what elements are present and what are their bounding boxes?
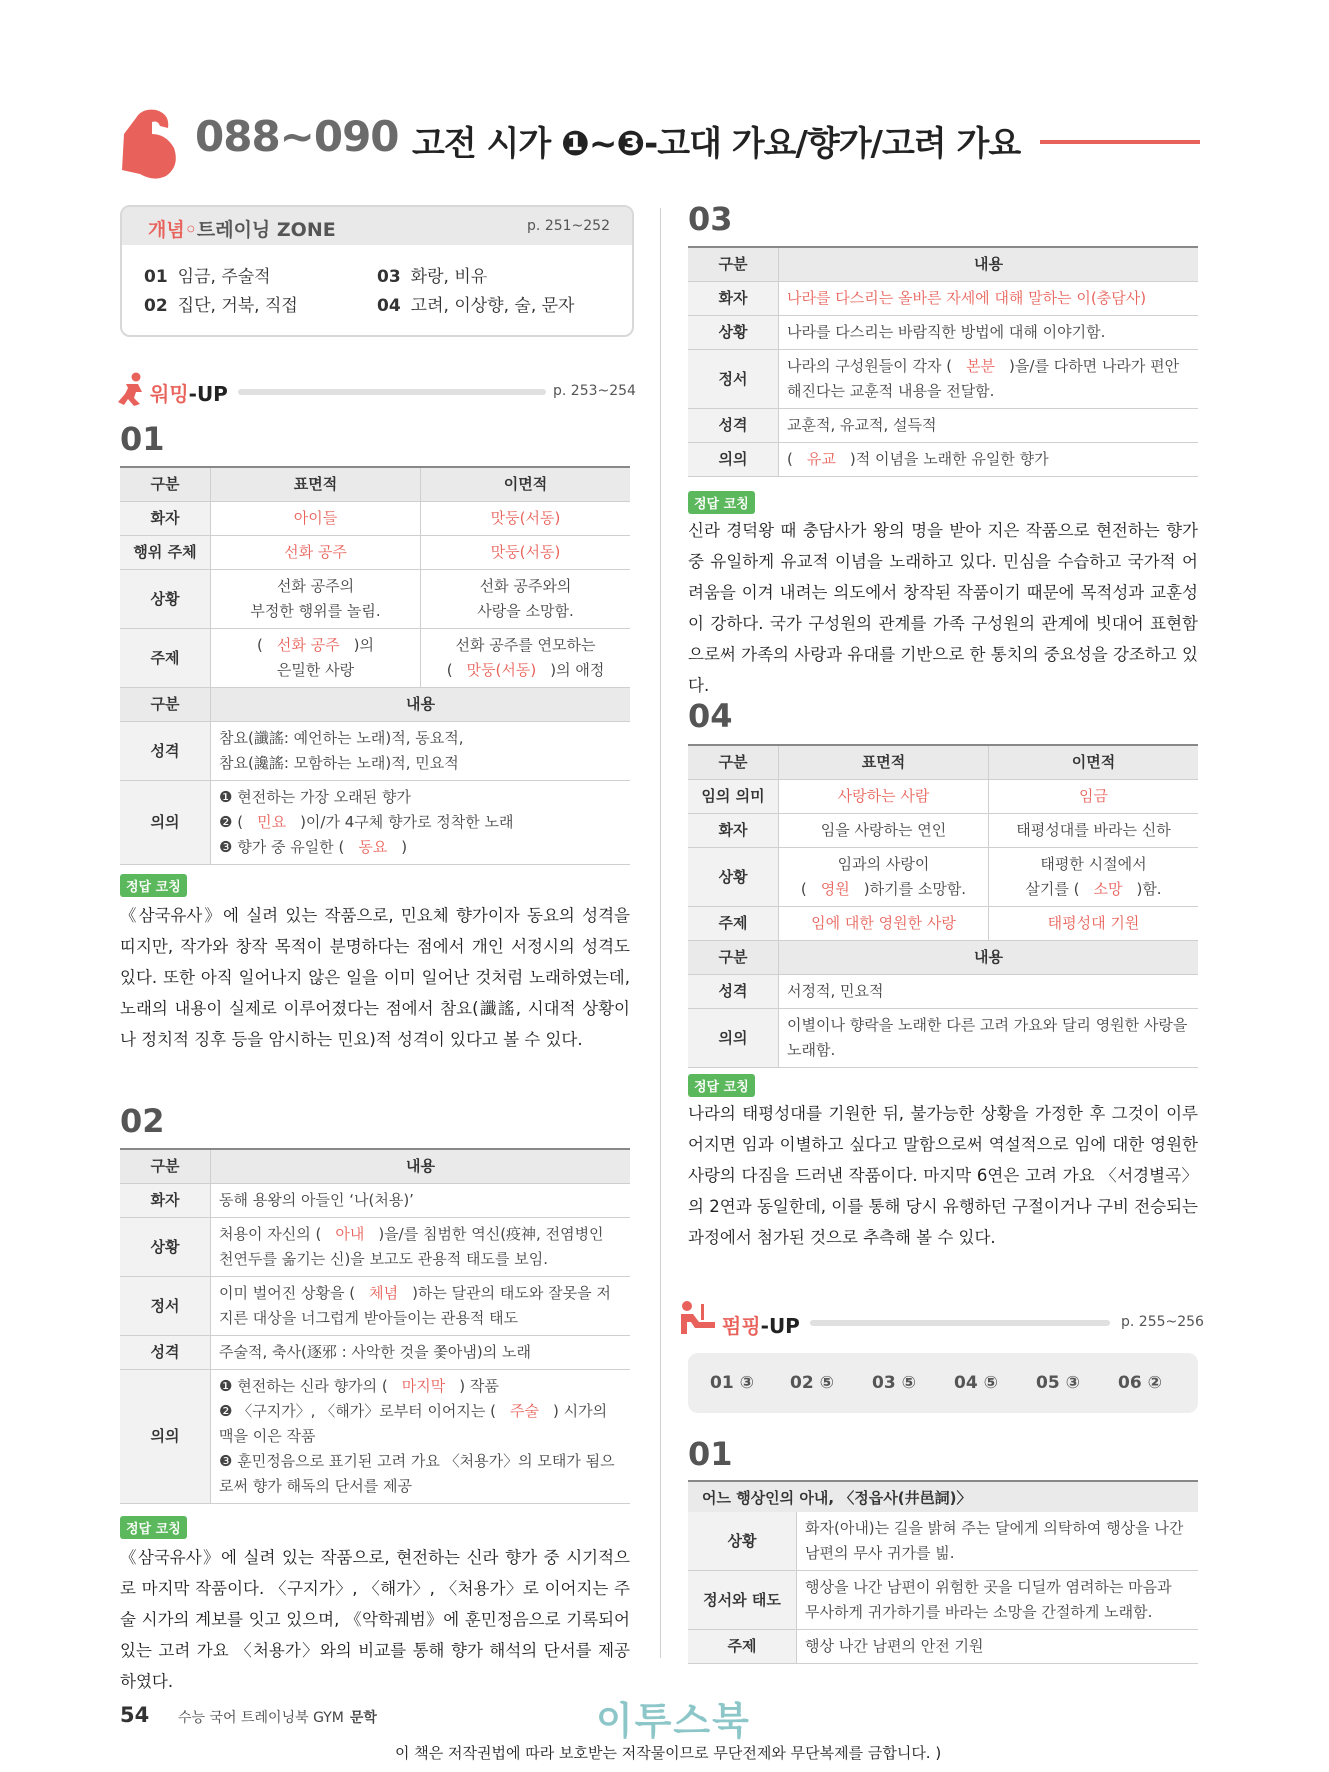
table-cell: 정서와 태도 <box>688 1571 797 1630</box>
table-cell: 성격 <box>120 1336 211 1370</box>
p01-table <box>688 1512 1198 1664</box>
table-cell: 선화 공주 <box>211 536 421 570</box>
table-cell: 나라의 구성원들이 각자 ( 본분 )을/를 다하면 나라가 편안해진다는 교훈적 내용을 전달함. <box>779 350 1199 409</box>
column-divider <box>660 208 661 1658</box>
table-cell: 이미 벌어진 상황을 ( 체념 )하는 달관의 태도와 잘못을 저지른 대상을 너그럽게 받아들이는 관용적 태도 <box>211 1277 631 1336</box>
warming-pages: p. 253~254 <box>553 383 636 399</box>
table-cell: 교훈적, 유교적, 설득적 <box>779 409 1199 443</box>
table-cell: 임의 의미 <box>688 780 779 814</box>
concept-item: 01 임금, 주술적 <box>144 267 271 287</box>
muscle-arm-icon <box>118 104 180 182</box>
table-cell: ❶ 현전하는 가장 오래된 향가 ❷ ( 민요 )이/가 4구체 향가로 정착한 노래 ❸ 향가 중 유일한 ( 동요 ) <box>211 781 631 865</box>
coach-badge: 정답 코칭 <box>688 1074 755 1097</box>
table-header-cell: 구분 <box>120 688 211 722</box>
table-cell: 태평한 시절에서 살기를 ( 소망 )함. <box>989 848 1199 907</box>
table-cell: 행상 나간 남편의 안전 기원 <box>797 1630 1199 1664</box>
concept-item: 02 집단, 거북, 직접 <box>144 296 298 316</box>
answer-item: 03 ⑤ <box>872 1373 916 1393</box>
question-number: 02 <box>120 1102 165 1140</box>
table-cell: 임에 대한 영원한 사랑 <box>779 907 989 941</box>
q02-explanation: 《삼국유사》에 실려 있는 작품으로, 현전하는 신라 향가 중 시기적으로 마지막 작품이다. 〈구지가〉, 〈해가〉, 〈처용가〉로 이어지는 주술 시가의 계보를 잇고 있으며, 《악학궤범》에 훈민정음으로 기록되어 있는 고려 가요 〈처용가〉와의 비교를 통해 향가 해석의 단서를 제공하였다. <box>120 1548 630 1691</box>
table-header-cell: 구분 <box>688 941 779 975</box>
table-cell: 서정적, 민요적 <box>779 975 1199 1009</box>
table-cell: 임과의 사랑이 ( 영원 )하기를 소망함. <box>779 848 989 907</box>
coach-badge: 정답 코칭 <box>688 491 755 514</box>
warming-rule <box>238 389 546 395</box>
table-cell: 정서 <box>120 1277 211 1336</box>
concept-item: 03 화랑, 비유 <box>377 267 488 287</box>
question-number: 04 <box>688 697 733 735</box>
table-cell: 주제 <box>120 629 211 688</box>
table-cell: 정서 <box>688 350 779 409</box>
concept-dot-icon: ◦ <box>184 219 197 241</box>
q03-explanation: 신라 경덕왕 때 충담사가 왕의 명을 받아 지은 작품으로 현전하는 향가 중 유일하게 유교적 이념을 노래하고 있다. 민심을 수습하고 국가적 어려움을 이겨 내려는 의도에서 창작된 작품이기 때문에 목적성과 교훈성이 강하다. 국가 구성원의 관계를 가족 구성원의 관계에 빗대어 표현함으로써 가족의 사랑과 유대를 기반으로 한 통치의 중요성을 강조하고 있다. <box>688 521 1198 695</box>
table-cell: 임을 사랑하는 연인 <box>779 814 989 848</box>
concept-item: 04 고려, 이상향, 술, 문자 <box>377 296 575 316</box>
table-cell: 화자(아내)는 길을 밝혀 주는 달에게 의탁하여 행상을 나간 남편의 무사 귀가를 빎. <box>797 1512 1199 1571</box>
table-header-cell: 구분 <box>120 1149 211 1184</box>
table-header-cell: 내용 <box>779 941 1199 975</box>
concept-title-prefix: 개념 <box>148 219 185 241</box>
question-number: 03 <box>688 200 733 238</box>
coach-badge: 정답 코칭 <box>120 1516 187 1539</box>
question-number: 01 <box>120 420 165 458</box>
table-cell: 나라를 다스리는 바람직한 방법에 대해 이야기함. <box>779 316 1199 350</box>
table-cell: 처용이 자신의 ( 아내 )을/를 침범한 역신(疫神, 전염병인 천연두를 옮기는 신)을 보고도 관용적 태도를 보임. <box>211 1218 631 1277</box>
table-cell: 의의 <box>688 1009 779 1068</box>
table-cell: 행상을 나간 남편이 위험한 곳을 디딜까 염려하는 마음과 무사하게 귀가하기를 바라는 소망을 간절하게 노래함. <box>797 1571 1199 1630</box>
q01-table <box>120 466 630 865</box>
answer-item: 04 ⑤ <box>954 1373 998 1393</box>
chapter-number: 088~090 <box>195 112 399 161</box>
table-cell: 임금 <box>989 780 1199 814</box>
publisher-logo: 이투스북 <box>596 1699 751 1743</box>
table-cell: 상황 <box>688 1512 797 1571</box>
table-cell: 상황 <box>120 570 211 629</box>
pumping-up-title: 펌핑-UP <box>722 1314 800 1338</box>
answer-item: 06 ② <box>1118 1373 1162 1393</box>
coach-badge: 정답 코칭 <box>120 874 187 897</box>
table-cell: 선화 공주를 연모하는 ( 맛둥(서동) )의 애정 <box>421 629 631 688</box>
table-cell: 주술적, 축사(逐邪 : 사악한 것을 쫓아냄)의 노래 <box>211 1336 631 1370</box>
page-number: 54 <box>120 1703 150 1727</box>
table-cell: 행위 주체 <box>120 536 211 570</box>
table-header-cell: 구분 <box>688 247 779 282</box>
table-cell: 상황 <box>120 1218 211 1277</box>
concept-pages: p. 251~252 <box>527 218 610 234</box>
chapter-title: 고전 시가 ❶~❸-고대 가요/향가/고려 가요 <box>412 124 1021 164</box>
pumping-rule <box>810 1320 1110 1326</box>
question-number: 01 <box>688 1435 733 1473</box>
table-cell: 선화 공주와의 사랑을 소망함. <box>421 570 631 629</box>
table-cell: 주제 <box>688 907 779 941</box>
table-header-cell: 구분 <box>688 745 779 780</box>
workout-bench-icon <box>677 1300 719 1336</box>
table-cell: 태평성대를 바라는 신하 <box>989 814 1199 848</box>
q04-explanation: 나라의 태평성대를 기원한 뒤, 불가능한 상황을 가정한 후 그것이 이루어지면 임과 이별하고 싶다고 말함으로써 역설적으로 임에 대한 영원한 사랑의 다짐을 드러낸 작품이다. 마지막 6연은 고려 가요 〈서경별곡〉의 2연과 동일한데, 이를 통해 당시 유행하던 구절이거나 구비 전승되는 과정에서 첨가된 것으로 추측해 볼 수 있다. <box>688 1104 1198 1247</box>
table-header-cell: 내용 <box>779 247 1199 282</box>
table-cell: 의의 <box>120 1370 211 1504</box>
table-cell: 나라를 다스리는 올바른 자세에 대해 말하는 이(충담사) <box>779 282 1199 316</box>
table-cell: 화자 <box>688 282 779 316</box>
copyright-notice: 이 책은 저작권법에 따라 보호받는 저작물이므로 무단전제와 무단복제를 금합니다. ) <box>395 1744 942 1762</box>
pumping-pages: p. 255~256 <box>1121 1314 1204 1330</box>
q04-table <box>688 744 1198 1068</box>
book-title: 수능 국어 트레이닝북 GYM 문학 <box>178 1710 377 1726</box>
table-cell: 참요(讖謠: 예언하는 노래)적, 동요적, 참요(讒謠: 모함하는 노래)적, 민요적 <box>211 722 631 781</box>
answer-item: 05 ③ <box>1036 1373 1080 1393</box>
q03-table <box>688 246 1198 477</box>
table-cell: 성격 <box>688 409 779 443</box>
table-cell: 사랑하는 사람 <box>779 780 989 814</box>
table-header-cell: 내용 <box>211 688 631 722</box>
table-cell: 화자 <box>120 1184 211 1218</box>
table-cell: 상황 <box>688 316 779 350</box>
table-cell: ( 선화 공주 )의 은밀한 사랑 <box>211 629 421 688</box>
q02-table <box>120 1148 630 1504</box>
table-cell: ( 유교 )적 이념을 노래한 유일한 향가 <box>779 443 1199 477</box>
table-header-cell: 구분 <box>120 467 211 502</box>
table-cell: ❶ 현전하는 신라 향가의 ( 마지막 ) 작품 ❷ 〈구지가〉, 〈해가〉로부터 이어지는 ( 주술 ) 시가의 맥을 이은 작품 ❸ 훈민정음으로 표기된 고려 가요 〈처용가〉의 모태가 됨으로써 향가 해독의 단서를 제공 <box>211 1370 631 1504</box>
p01-caption-bar <box>688 1480 1198 1512</box>
table-cell: 아이들 <box>211 502 421 536</box>
concept-training-zone <box>120 205 634 337</box>
table-cell: 동해 용왕의 아들인 ‘나(처용)’ <box>211 1184 631 1218</box>
table-cell: 상황 <box>688 848 779 907</box>
p01-caption: 어느 행상인의 아내, 〈정읍사(井邑詞)〉 <box>702 1489 972 1507</box>
table-cell: 화자 <box>688 814 779 848</box>
table-cell: 성격 <box>688 975 779 1009</box>
table-cell: 의의 <box>120 781 211 865</box>
title-rule <box>1040 140 1200 144</box>
concept-title: 트레이닝 ZONE <box>196 219 336 241</box>
table-cell: 주제 <box>688 1630 797 1664</box>
warming-up-title: 워밍-UP <box>150 382 228 406</box>
running-icon <box>116 372 148 406</box>
table-header-cell: 표면적 <box>779 745 989 780</box>
table-cell: 맛둥(서동) <box>421 536 631 570</box>
table-cell: 맛둥(서동) <box>421 502 631 536</box>
table-cell: 성격 <box>120 722 211 781</box>
table-header-cell: 표면적 <box>211 467 421 502</box>
table-cell: 화자 <box>120 502 211 536</box>
answer-item: 01 ③ <box>710 1373 754 1393</box>
table-cell: 의의 <box>688 443 779 477</box>
answer-key <box>688 1353 1198 1413</box>
q01-explanation: 《삼국유사》에 실려 있는 작품으로, 민요체 향가이자 동요의 성격을 띠지만, 작가와 창작 목적이 분명하다는 점에서 개인 서정시의 성격도 있다. 또한 아직 일어나지 않은 일을 이미 일어난 것처럼 노래하였는데, 노래의 내용이 실제로 이루어졌다는 점에서 참요(讖謠, 시대적 상황이나 정치적 징후 등을 암시하는 민요)적 성격이 있다고 볼 수 있다. <box>120 906 630 1049</box>
table-header-cell: 이면적 <box>421 467 631 502</box>
table-cell: 이별이나 향락을 노래한 다른 고려 가요와 달리 영원한 사랑을 노래함. <box>779 1009 1199 1068</box>
table-header-cell: 내용 <box>211 1149 631 1184</box>
table-cell: 선화 공주의 부정한 행위를 놀림. <box>211 570 421 629</box>
table-header-cell: 이면적 <box>989 745 1199 780</box>
answer-item: 02 ⑤ <box>790 1373 834 1393</box>
table-cell: 태평성대 기원 <box>989 907 1199 941</box>
